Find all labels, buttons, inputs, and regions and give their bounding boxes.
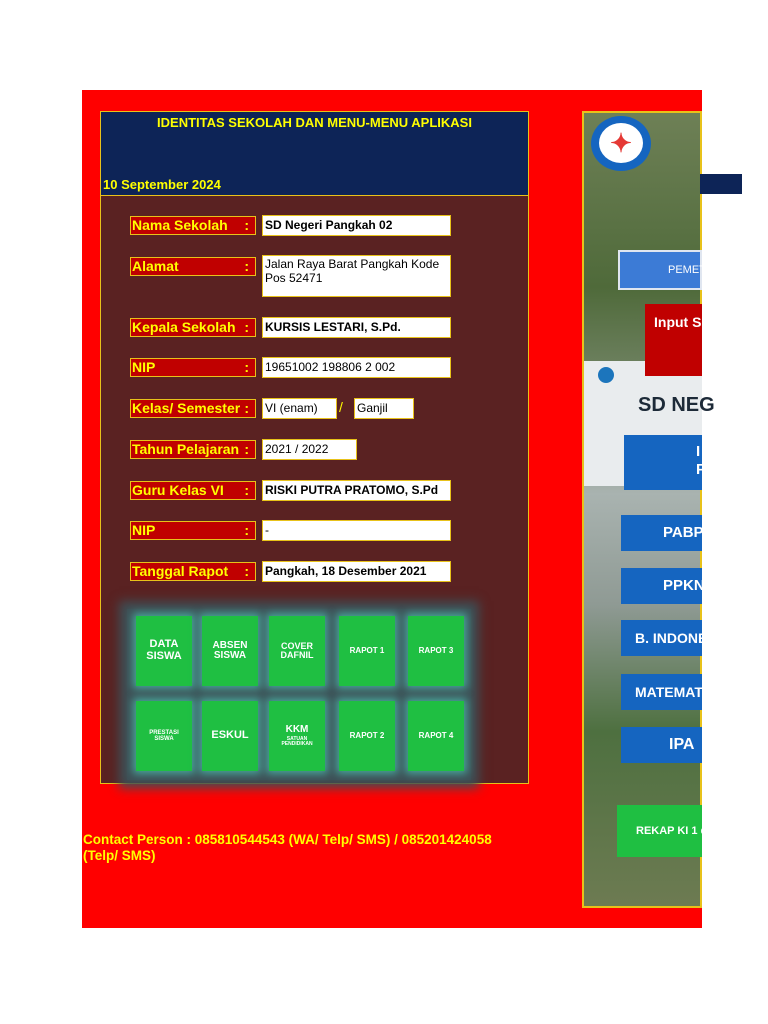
i-label: I [696,443,701,460]
rapot-4-label: RAPOT 4 [418,730,454,740]
rapot-1-label: RAPOT 1 [349,645,385,655]
kkm-label: KKM [285,723,309,735]
header-overflow-bar [700,174,742,194]
kkm-sublabel: SATUAN PENDIDIKAN [281,736,313,748]
input-label: Input SI [654,314,706,330]
kelas-semester-separator: / [339,399,343,415]
tut-wuri-emblem-icon [598,367,614,383]
eskul-button[interactable] [202,701,258,771]
school-sign-text: SD NEG [638,394,715,416]
ipa-label: IPA [669,736,695,753]
label-alamat: Alamat : [130,257,256,276]
cover-dafnil-button[interactable] [269,616,325,686]
label-guru-kelas: Guru Kelas VI : [130,481,256,500]
pabp-button[interactable] [621,515,702,551]
matematika-button[interactable] [621,674,702,710]
label-kelas-semester: Kelas/ Semester : [130,399,256,418]
data-siswa-label: DATA SISWA [146,638,182,662]
matematika-label: MATEMAT [635,684,703,700]
rapot-3-label: RAPOT 3 [418,645,454,655]
label-tahun-pelajaran: Tahun Pelajaran : [130,440,256,459]
page-title: IDENTITAS SEKOLAH DAN MENU-MENU APLIKASI [157,115,472,130]
i-label-line2: P [696,461,707,478]
value-nip-kepsek[interactable]: 19651002 198806 2 002 [262,357,451,378]
value-nip-guru[interactable]: - [262,520,451,541]
pemetaan-label: PEMET [668,264,706,276]
rapot-2-label: RAPOT 2 [349,730,385,740]
label-nip-guru: NIP : [130,521,256,540]
rapot-4-button[interactable] [408,701,464,771]
ipa-button[interactable] [621,727,702,763]
input-label-line2: ( [702,330,707,346]
label-tanggal-rapot: Tanggal Rapot : [130,562,256,581]
value-guru-kelas[interactable]: RISKI PUTRA PRATOMO, S.Pd [262,480,451,501]
value-tahun-pelajaran[interactable]: 2021 / 2022 [262,439,357,460]
value-kepala-sekolah[interactable]: KURSIS LESTARI, S.Pd. [262,317,451,338]
prestasi-siswa-button[interactable] [136,701,192,771]
value-semester[interactable]: Ganjil [354,398,414,419]
panel-header [101,112,528,196]
eskul-label: ESKUL [211,729,249,742]
value-tanggal-rapot[interactable]: Pangkah, 18 Desember 2021 [262,561,451,582]
value-alamat[interactable]: Jalan Raya Barat Pangkah Kode Pos 52471 [262,255,451,297]
school-photo-panel [582,111,715,908]
ppkn-button[interactable] [621,568,705,604]
contact-person: Contact Person : 085810544543 (WA/ Telp/ SMS) / 085201424058 (Telp/ SMS) [83,832,492,863]
rekap-label: REKAP KI 1 d [636,825,708,837]
ppkn-label: PPKN [663,577,705,594]
school-logo-icon [591,116,651,171]
input-button[interactable] [645,304,707,376]
prestasi-siswa-label: PRESTASI SISWA [149,729,179,742]
logo-figure-icon: ✦ [599,123,643,163]
label-nip-kepsek: NIP : [130,358,256,377]
cover-dafnil-label: COVER DAFNIL [280,640,314,660]
rekap-button[interactable] [617,805,708,857]
pemetaan-button[interactable] [618,250,706,290]
current-date: 10 September 2024 [103,177,221,192]
rapot-1-button[interactable] [339,616,395,686]
absen-siswa-button[interactable] [202,616,258,686]
identity-panel [100,111,529,784]
label-nama-sekolah: Nama Sekolah : [130,216,256,235]
kkm-button[interactable] [269,701,325,771]
i-button[interactable] [624,435,707,490]
data-siswa-button[interactable] [136,616,192,686]
absen-siswa-label: ABSEN SISWA [212,639,248,661]
rapot-3-button[interactable] [408,616,464,686]
b-indonesia-label: B. INDONE [635,630,708,646]
label-kepala-sekolah: Kepala Sekolah : [130,318,256,337]
value-kelas[interactable]: VI (enam) [262,398,337,419]
b-indonesia-button[interactable] [621,620,708,656]
value-nama-sekolah[interactable]: SD Negeri Pangkah 02 [262,215,451,236]
rapot-2-button[interactable] [339,701,395,771]
pabp-label: PABP [663,524,704,541]
